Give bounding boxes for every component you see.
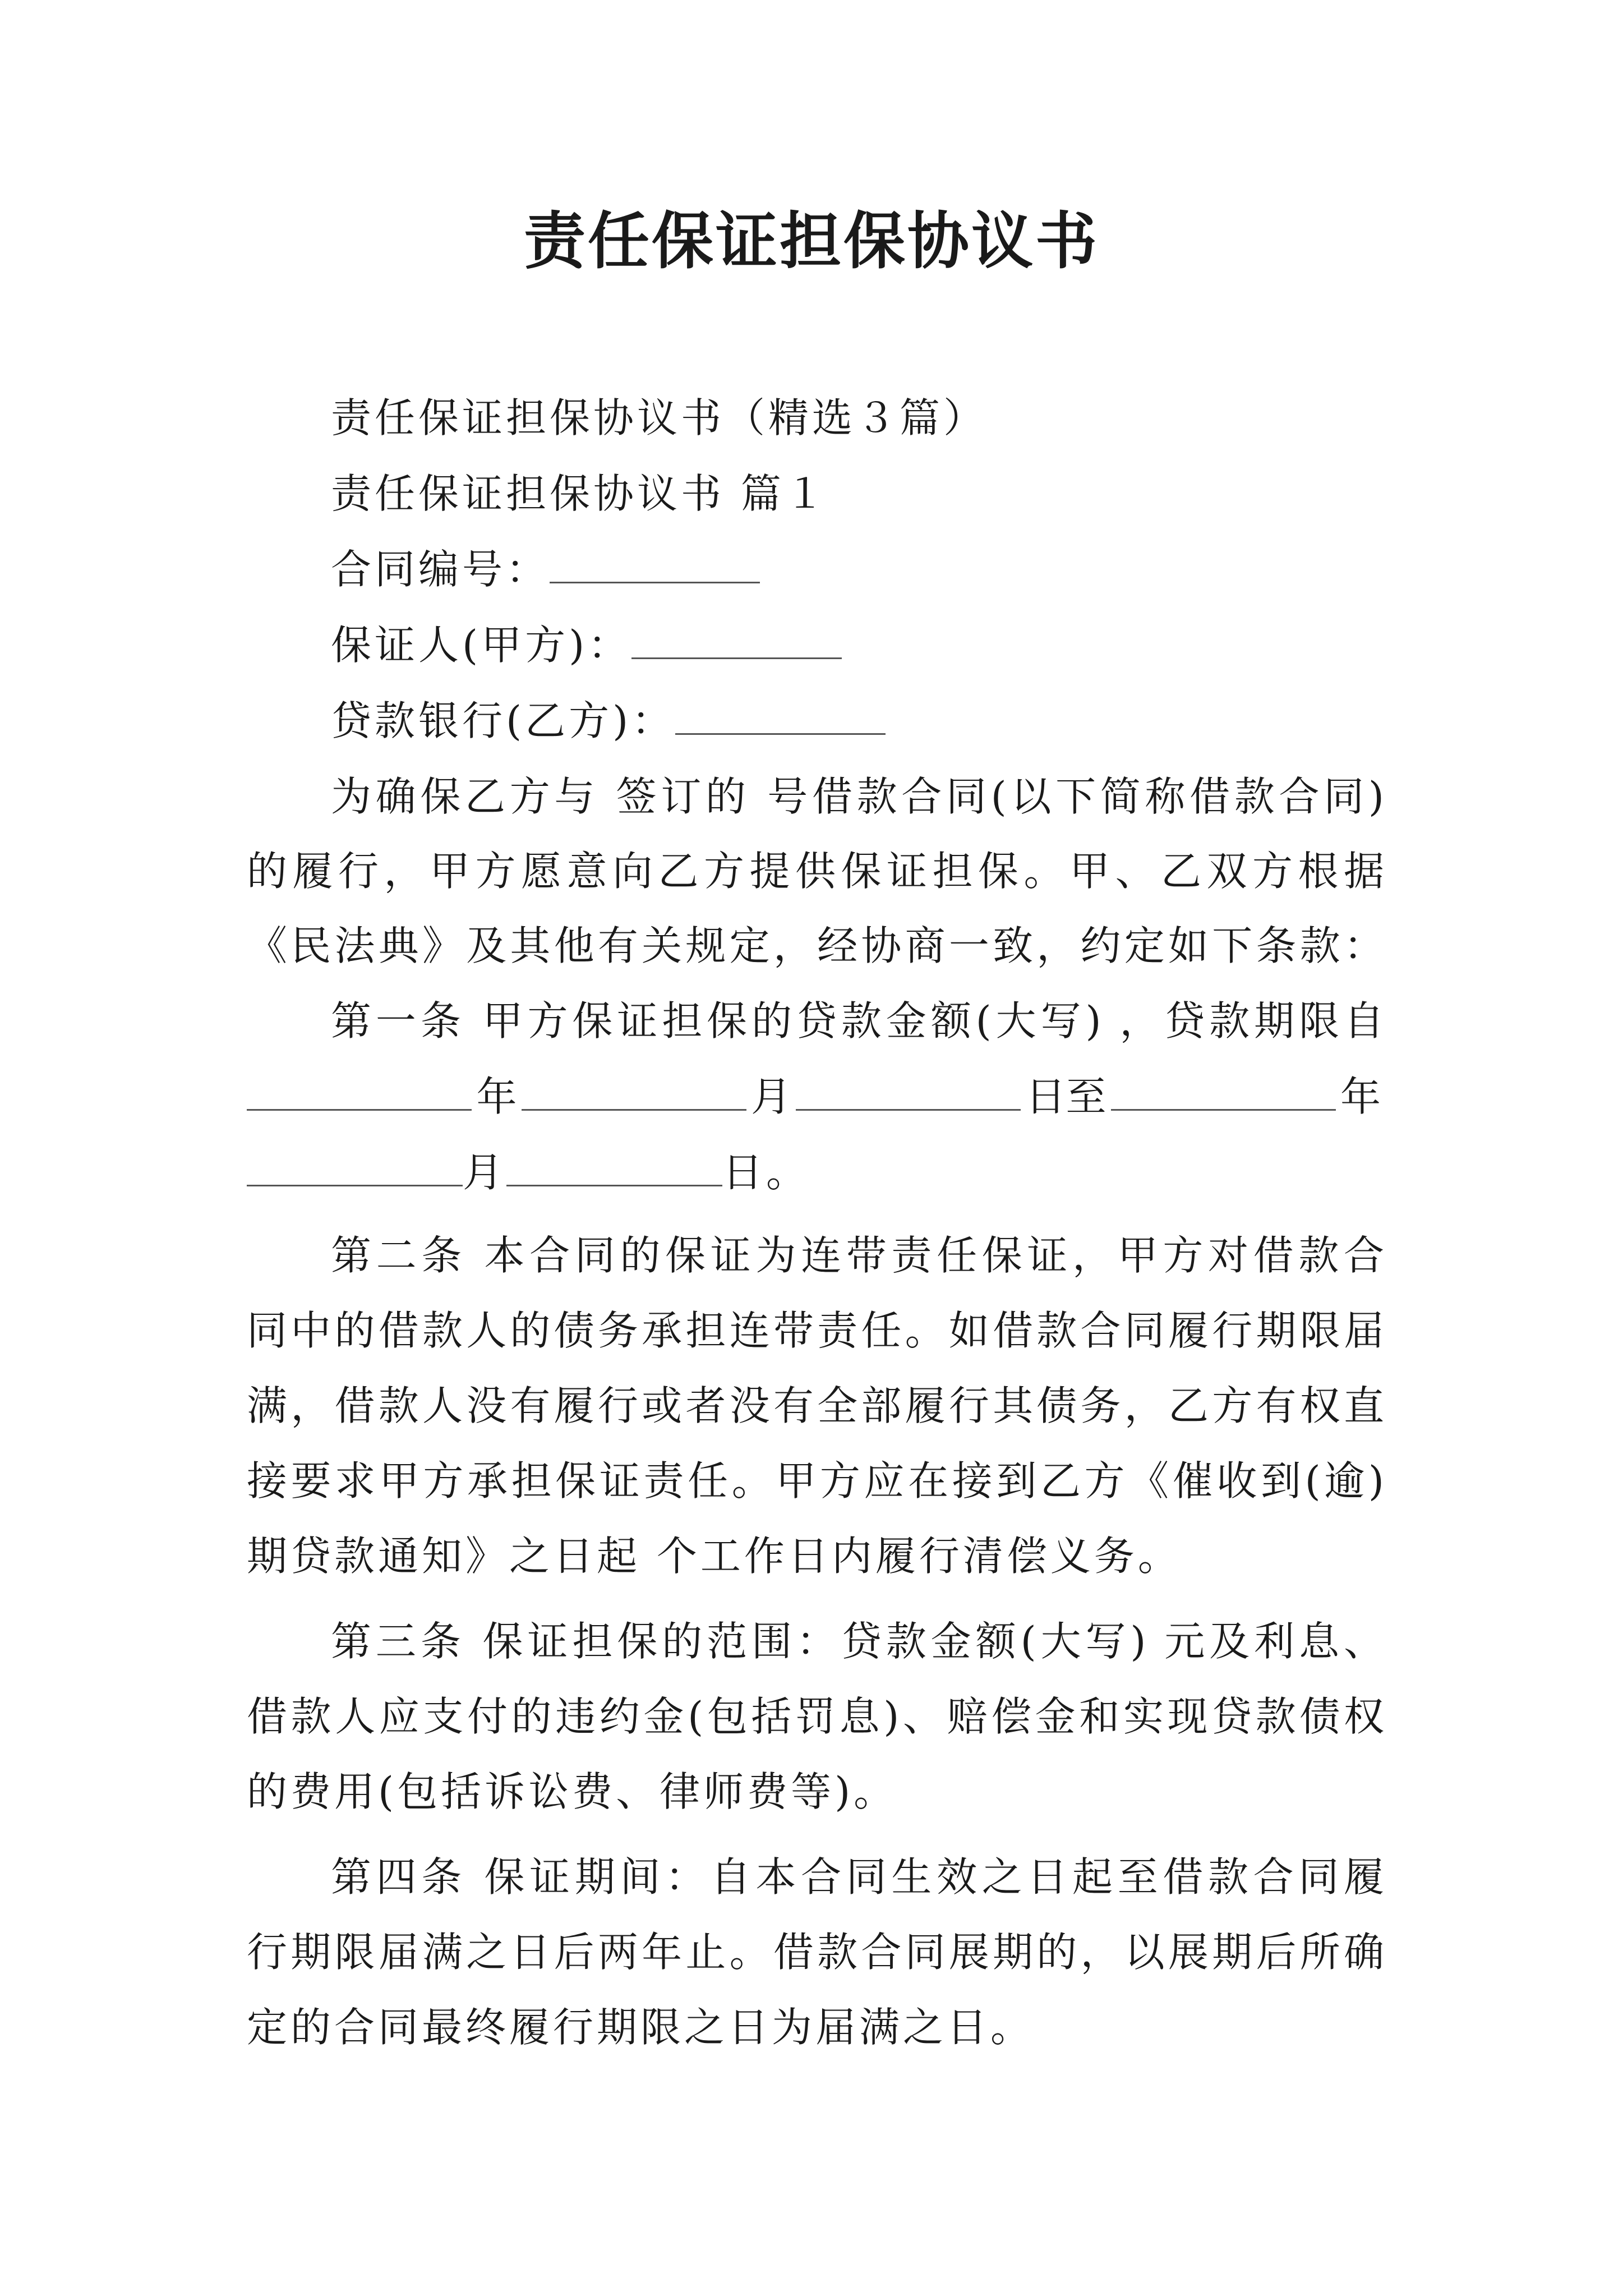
start-day-blank [796, 1070, 1021, 1111]
bank-field [331, 693, 886, 749]
article2-line2: 同中的借款人的债务承担连带责任。如借款合同履行期限届 [247, 1307, 1385, 1354]
guarantor-blank [631, 618, 842, 659]
end-day-blank [506, 1145, 722, 1186]
article2-line4: 接要求甲方承担保证责任。甲方应在接到乙方《催收到(逾) [247, 1457, 1385, 1504]
day-to-word: 日至 [1025, 1073, 1106, 1120]
article3-line2: 借款人应支付的违约金(包括罚息)、赔偿金和实现贷款债权 [247, 1693, 1385, 1740]
article4-line1: 第四条 保证期间：自本合同生效之日起至借款合同履 [331, 1853, 1385, 1901]
start-month-blank [522, 1070, 746, 1111]
contract-number-blank [550, 542, 760, 583]
article3-line1: 第三条 保证担保的范围：贷款金额(大写) 元及利息、 [331, 1618, 1385, 1665]
contract-number-field [331, 541, 760, 597]
article1-date-row [247, 1069, 1385, 1125]
article4-line3: 定的合同最终履行期限之日为届满之日。 [247, 2004, 1035, 2051]
article2-line1: 第二条 本合同的保证为连带责任保证，甲方对借款合 [331, 1232, 1385, 1279]
month-word: 月 [750, 1073, 791, 1120]
guarantor-field [331, 617, 842, 673]
para1-line3: 《民法典》及其他有关规定，经协商一致，约定如下条款： [247, 922, 1385, 969]
document-title: 责任保证担保协议书 [524, 205, 1099, 277]
month2-word: 月 [463, 1149, 507, 1196]
article1-end-row [247, 1144, 810, 1200]
document-subtitle: 责任保证担保协议书（精选３篇） [331, 394, 988, 441]
end-year-blank [1111, 1070, 1336, 1111]
bank-blank [675, 694, 886, 735]
article4-line2: 行期限届满之日后两年止。借款合同展期的，以展期后所确 [247, 1929, 1385, 1976]
para1-line1: 为确保乙方与 签订的 号借款合同(以下简称借款合同) [331, 773, 1385, 820]
start-year-blank [247, 1070, 472, 1111]
day-end-word: 日。 [722, 1149, 810, 1196]
article2-line5: 期贷款通知》之日起 个工作日内履行清偿义务。 [247, 1533, 1182, 1580]
contract-number-label: 合同编号： [331, 546, 550, 593]
year2-word: 年 [1340, 1073, 1381, 1120]
end-month-blank [247, 1145, 463, 1186]
bank-label: 贷款银行(乙方)： [331, 697, 676, 744]
year-word: 年 [476, 1073, 517, 1120]
part-heading: 责任保证担保协议书 篇１ [331, 470, 828, 517]
para1-line2: 的履行，甲方愿意向乙方提供保证担保。甲、乙双方根据 [247, 848, 1385, 895]
article3-line3: 的费用(包括诉讼费、律师费等)。 [247, 1768, 898, 1815]
article2-line3: 满，借款人没有履行或者没有全部履行其债务，乙方有权直 [247, 1382, 1385, 1429]
guarantor-label: 保证人(甲方)： [331, 622, 632, 669]
article1-line1: 第一条 甲方保证担保的贷款金额(大写) ，贷款期限自 [331, 997, 1385, 1045]
